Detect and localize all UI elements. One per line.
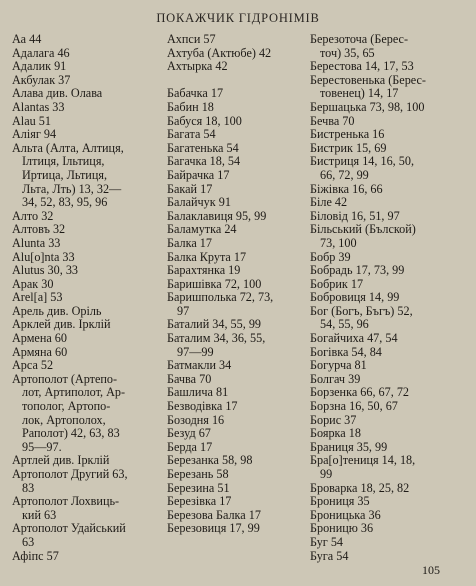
- index-entry: Барахтянка 19: [167, 263, 241, 278]
- index-entry: Афіпс 57: [12, 548, 59, 563]
- index-entry: Бозодня 16: [167, 412, 225, 427]
- index-entry: Багачка 18, 54: [167, 154, 241, 169]
- index-entry: Артополот Удайський 63: [12, 521, 126, 549]
- index-entry: Багата 54: [167, 127, 216, 142]
- index-entry: Борзенка 66, 67, 72: [310, 385, 410, 400]
- index-entry: Березанка 58, 98: [167, 453, 253, 468]
- index-entry: Баришполька 72, 73, 97: [167, 290, 274, 318]
- index-entry: Буг 54: [310, 534, 344, 549]
- index-entry: Богайчиха 47, 54: [310, 331, 398, 346]
- index-entry: Акбулак 37: [12, 72, 71, 87]
- index-entry: Баталим 34, 36, 55, 97—99: [167, 331, 266, 359]
- index-entry: Артополот Лохвиць- кий 63: [12, 494, 120, 522]
- index-entry: Баталий 34, 55, 99: [167, 317, 262, 332]
- page-title: ПОКАЖЧИК ГІДРОНІМІВ: [156, 11, 320, 25]
- index-entry: Алто 32: [12, 208, 54, 223]
- index-entry: Балка Крута 17: [167, 249, 247, 264]
- index-entry: Берестова 14, 17, 53: [310, 59, 414, 74]
- index-entry: Бабачка 17: [167, 86, 224, 101]
- index-entry: Бистренька 16: [310, 127, 385, 142]
- index-entry: Арса 52: [12, 358, 54, 373]
- index-entry: Альта (Алта, Алтиця, Ілтиця, Ільтиця, Иртица, Льтиця, Льта, Лть) 13, 32— 34, 52, 83, 95, 96: [12, 140, 124, 210]
- index-entry: Баламутка 24: [167, 222, 237, 237]
- index-entry: Бобрик 17: [310, 276, 364, 291]
- index-entry: Бершацька 73, 98, 100: [310, 99, 425, 114]
- index-entry: Бечва 70: [310, 113, 355, 128]
- index-entry: Арель див. Оріль: [12, 303, 102, 318]
- index-entry: Богівка 54, 84: [310, 344, 382, 359]
- index-entry: Бра[о]тениця 14, 18, 99: [310, 453, 416, 481]
- index-entry: Бобр 39: [310, 249, 351, 264]
- index-entry: Безуд 67: [167, 426, 211, 441]
- index-entry: Арак 30: [12, 276, 54, 291]
- index-entry: Баришівка 72, 100: [167, 276, 262, 291]
- index-entry: Балайчук 91: [167, 195, 231, 210]
- index-entry: Березовиця 17, 99: [167, 521, 260, 536]
- index-entry: Арклей див. Ірклій: [12, 317, 111, 332]
- index-entry: Брониця 35: [310, 494, 370, 509]
- index-entry: Бабуся 18, 100: [167, 113, 242, 128]
- index-entry: Броницю 36: [310, 521, 374, 536]
- index-entry: Біловід 16, 51, 97: [310, 208, 400, 223]
- index-entry: [167, 74, 312, 88]
- index-entry: Бистриця 14, 16, 50, 66, 72, 99: [310, 154, 414, 182]
- index-entry: Більський (Бълской) 73, 100: [310, 222, 416, 250]
- index-entry: Березівка 17: [167, 494, 232, 509]
- index-entry: Богурча 81: [310, 358, 367, 373]
- index-entry: Аа 44: [12, 32, 42, 46]
- index-entry: Болгач 39: [310, 371, 361, 386]
- index-entry: Бобровиця 14, 99: [310, 290, 400, 305]
- index-entry: Бабин 18: [167, 99, 214, 114]
- index-entry: Алава див. Олава: [12, 86, 103, 101]
- index-entry: Берда 17: [167, 439, 213, 454]
- index-entry: Безводівка 17: [167, 399, 238, 414]
- index-entry: Батмакли 34: [167, 358, 232, 373]
- index-entry: Адалик 91: [12, 59, 67, 74]
- index-entry: Ахпси 57: [167, 32, 216, 46]
- index-column-2: [167, 33, 312, 536]
- index-entry: Ахтуба (Актюбе) 42: [167, 45, 272, 60]
- index-entry: Борзна 16, 50, 67: [310, 399, 398, 414]
- index-column-3: [310, 33, 470, 563]
- index-entry: Борис 37: [310, 412, 357, 427]
- index-entry: Березань 58: [167, 467, 229, 481]
- index-entry: Армена 60: [12, 331, 67, 346]
- index-entry: Броварка 18, 25, 82: [310, 480, 410, 495]
- index-entry: Alantas 33: [12, 99, 65, 114]
- index-entry: Алтовъ 32: [12, 222, 66, 237]
- index-entry: Бог (Богъ, Бъгъ) 52, 54, 55, 96: [310, 303, 413, 332]
- index-entry: Артлей див. Ірклій: [12, 453, 110, 468]
- index-entry: Біле 42: [310, 195, 348, 210]
- index-entry: Alunta 33: [12, 235, 61, 250]
- index-entry: Артополот (Артепо- лот, Артиполот, Ар- тополог, Артопо- лок, Артополох, Раполот) 42, 63, 83 95—97.: [12, 371, 126, 454]
- index-entry: Alutus 30, 33: [12, 263, 79, 278]
- index-entry: Бистрик 15, 69: [310, 140, 387, 155]
- index-entry: Arel[a] 53: [12, 290, 63, 305]
- page-number: 105: [422, 563, 440, 577]
- index-entry: Армяна 60: [12, 344, 68, 359]
- index-entry: Балка 17: [167, 235, 212, 250]
- index-entry: Березоточа (Берес- точ) 35, 65: [310, 32, 409, 60]
- index-entry: Боярка 18: [310, 426, 361, 441]
- index-entry: Alau 51: [12, 113, 51, 128]
- index-entry: Біжівка 16, 66: [310, 181, 383, 196]
- index-entry: Березина 51: [167, 480, 230, 495]
- index-entry: Балаклавиця 95, 99: [167, 208, 267, 223]
- index-entry: Бакай 17: [167, 181, 213, 196]
- index-entry: Аліяг 94: [12, 127, 57, 142]
- index-entry: Ахтырка 42: [167, 59, 228, 74]
- index-entry: Башлича 81: [167, 385, 229, 400]
- index-entry: Березова Балка 17: [167, 507, 261, 522]
- index-column-1: [12, 33, 160, 563]
- index-entry: Браниця 35, 99: [310, 439, 388, 454]
- index-entry: Буга 54: [310, 548, 349, 563]
- index-entry: Alu[o]nta 33: [12, 249, 75, 264]
- index-entry: Бобрадь 17, 73, 99: [310, 263, 405, 278]
- index-entry: Багатенька 54: [167, 140, 239, 155]
- index-entry: Броницька 36: [310, 507, 381, 522]
- index-entry: Адалага 46: [12, 45, 70, 60]
- index-entry: Берестовенька (Берес- товенец) 14, 17: [310, 72, 426, 101]
- index-entry: Бачва 70: [167, 371, 212, 386]
- index-entry: Байрачка 17: [167, 167, 230, 182]
- index-entry: Артополот Другий 63, 83: [12, 467, 128, 495]
